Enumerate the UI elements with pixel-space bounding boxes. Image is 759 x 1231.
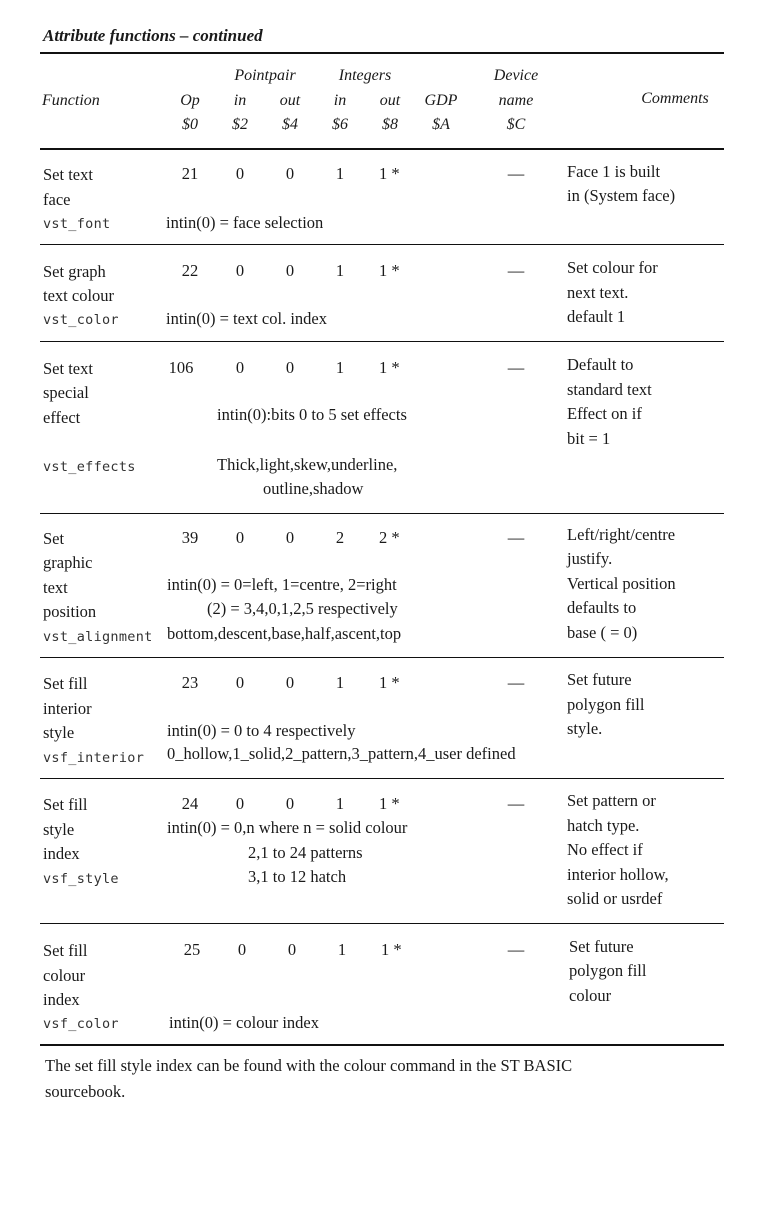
- pp-out-value: 0: [285, 528, 295, 547]
- comment-line: style.: [567, 719, 603, 738]
- comment-line: interior hollow,: [567, 865, 669, 884]
- function-identifier: vsf_color: [43, 1016, 119, 1032]
- footnote-line: sourcebook.: [45, 1082, 126, 1101]
- int-in-value: 2: [335, 528, 345, 547]
- function-name: text: [43, 578, 68, 597]
- note-line: intin(0) = colour index: [169, 1013, 319, 1032]
- note-line: intin(0) = 0=left, 1=centre, 2=right: [167, 575, 397, 594]
- function-name: index: [43, 990, 80, 1009]
- pp-in-value: 0: [235, 261, 245, 280]
- note-line: intin(0) = face selection: [166, 213, 324, 232]
- note-line: outline,shadow: [263, 479, 364, 498]
- pp-out-value: 0: [285, 673, 295, 692]
- comment-line: solid or usrdef: [567, 889, 663, 908]
- header-pointpair: Pointpair: [234, 67, 296, 84]
- header-op: Op: [180, 92, 200, 109]
- table-bottom-rule: [40, 1044, 724, 1046]
- comment-line: justify.: [567, 549, 613, 568]
- comment-line: Set pattern or: [567, 791, 656, 810]
- pp-in-value: 0: [235, 164, 245, 183]
- pp-in-value: 0: [237, 940, 247, 959]
- op-value: 106: [168, 358, 194, 377]
- op-value: 25: [183, 940, 201, 959]
- comment-line: Left/right/centre: [567, 525, 676, 544]
- comment-line: polygon fill: [569, 961, 647, 980]
- note-line: intin(0) = 0 to 4 respectively: [167, 721, 356, 740]
- row-divider: [40, 513, 724, 514]
- int-in-value: 1: [335, 261, 345, 280]
- int-in-value: 1: [335, 794, 345, 813]
- function-name: index: [43, 844, 80, 863]
- comment-line: Face 1 is built: [567, 162, 661, 181]
- function-identifier: vsf_style: [43, 871, 119, 887]
- comment-line: standard text: [567, 380, 652, 399]
- note-line: 3,1 to 12 hatch: [248, 867, 347, 886]
- int-out-value: 2 *: [379, 528, 400, 547]
- note-line: bottom,descent,base,half,ascent,top: [167, 624, 402, 643]
- device-value: —: [507, 164, 525, 183]
- int-out-value: 1 *: [379, 358, 400, 377]
- header-int-out: out: [379, 92, 401, 109]
- op-value: 39: [181, 528, 199, 547]
- header-int-in: in: [333, 92, 347, 109]
- note-line: (2) = 3,4,0,1,2,5 respectively: [207, 599, 398, 618]
- comment-line: Set future: [567, 670, 632, 689]
- device-value: —: [507, 673, 525, 692]
- header-pp-out-reg: $4: [282, 116, 298, 133]
- op-value: 22: [181, 261, 199, 280]
- function-name: colour: [43, 966, 86, 985]
- comment-line: colour: [569, 986, 612, 1005]
- note-line: 0_hollow,1_solid,2_pattern,3_pattern,4_user defined: [167, 744, 516, 763]
- pp-out-value: 0: [285, 794, 295, 813]
- header-pp-out: out: [279, 92, 301, 109]
- row-divider: [40, 244, 724, 245]
- function-identifier: vst_effects: [43, 459, 136, 475]
- function-name: graphic: [43, 553, 93, 572]
- function-name: Set fill: [43, 674, 88, 693]
- header-pp-in: in: [233, 92, 247, 109]
- device-value: —: [507, 358, 525, 377]
- note-line: Thick,light,skew,underline,: [217, 455, 398, 474]
- row-divider: [40, 778, 724, 779]
- header-gdp-reg: $A: [432, 116, 450, 133]
- pp-out-value: 0: [285, 261, 295, 280]
- header-device: Device: [493, 67, 539, 84]
- comment-line: Set colour for: [567, 258, 658, 277]
- comment-line: Set future: [569, 937, 634, 956]
- op-value: 24: [181, 794, 199, 813]
- function-name: Set text: [43, 359, 93, 378]
- row-divider: [40, 657, 724, 658]
- int-out-value: 1 *: [379, 261, 400, 280]
- pp-out-value: 0: [285, 164, 295, 183]
- page-title: Attribute functions – continued: [43, 26, 263, 45]
- pp-in-value: 0: [235, 358, 245, 377]
- header-device-name: name: [498, 92, 534, 109]
- function-name: effect: [43, 408, 81, 427]
- header-rule: [40, 148, 724, 150]
- int-in-value: 1: [335, 673, 345, 692]
- pp-in-value: 0: [235, 528, 245, 547]
- function-name: face: [43, 190, 71, 209]
- function-name: style: [43, 723, 75, 742]
- function-name: Set fill: [43, 795, 88, 814]
- pp-in-value: 0: [235, 794, 245, 813]
- comment-line: hatch type.: [567, 816, 640, 835]
- header-gdp: GDP: [424, 92, 458, 109]
- header-op-reg: $0: [182, 116, 198, 133]
- note-line: 2,1 to 24 patterns: [248, 843, 363, 862]
- device-value: —: [507, 261, 525, 280]
- comment-line: next text.: [567, 283, 629, 302]
- title-rule: [40, 52, 724, 54]
- header-comments: Comments: [641, 90, 709, 107]
- int-out-value: 1 *: [379, 794, 400, 813]
- function-identifier: vsf_interior: [43, 750, 145, 766]
- function-identifier: vst_font: [43, 216, 111, 232]
- op-value: 23: [181, 673, 199, 692]
- comment-line: polygon fill: [567, 695, 645, 714]
- int-out-value: 1 *: [381, 940, 402, 959]
- device-value: —: [507, 528, 525, 547]
- op-value: 21: [181, 164, 199, 183]
- function-name: Set: [43, 529, 65, 548]
- function-identifier: vst_color: [43, 312, 119, 328]
- device-value: —: [507, 940, 525, 959]
- device-value: —: [507, 794, 525, 813]
- header-int-out-reg: $8: [382, 116, 398, 133]
- comment-line: in (System face): [567, 186, 676, 205]
- function-name: Set fill: [43, 941, 88, 960]
- header-pp-in-reg: $2: [232, 116, 248, 133]
- comment-line: Default to: [567, 355, 634, 374]
- int-in-value: 1: [335, 358, 345, 377]
- header-integers: Integers: [338, 67, 392, 84]
- header-function: Function: [42, 92, 100, 109]
- function-name: special: [43, 383, 89, 402]
- pp-out-value: 0: [287, 940, 297, 959]
- function-identifier: vst_alignment: [43, 629, 153, 645]
- comment-line: No effect if: [567, 840, 643, 859]
- comment-line: Effect on if: [567, 404, 642, 423]
- row-divider: [40, 341, 724, 342]
- comment-line: base ( = 0): [567, 623, 638, 642]
- note-line: intin(0):bits 0 to 5 set effects: [217, 405, 407, 424]
- row-divider: [40, 923, 724, 924]
- pp-out-value: 0: [285, 358, 295, 377]
- comment-line: default 1: [567, 307, 626, 326]
- comment-line: bit = 1: [567, 429, 611, 448]
- function-name: Set graph: [43, 262, 106, 281]
- note-line: intin(0) = 0,n where n = solid colour: [167, 818, 408, 837]
- footnote-line: The set fill style index can be found with the colour command in the ST BASIC: [45, 1056, 573, 1075]
- header-int-in-reg: $6: [332, 116, 348, 133]
- int-out-value: 1 *: [379, 673, 400, 692]
- header-device-reg: $C: [506, 116, 526, 133]
- comment-line: defaults to: [567, 598, 637, 617]
- comment-line: Vertical position: [567, 574, 676, 593]
- function-name: Set text: [43, 165, 93, 184]
- int-in-value: 1: [335, 164, 345, 183]
- note-line: intin(0) = text col. index: [166, 309, 327, 328]
- function-name: interior: [43, 699, 92, 718]
- pp-in-value: 0: [235, 673, 245, 692]
- function-name: text colour: [43, 286, 115, 305]
- int-in-value: 1: [337, 940, 347, 959]
- int-out-value: 1 *: [379, 164, 400, 183]
- function-name: position: [43, 602, 97, 621]
- function-name: style: [43, 820, 75, 839]
